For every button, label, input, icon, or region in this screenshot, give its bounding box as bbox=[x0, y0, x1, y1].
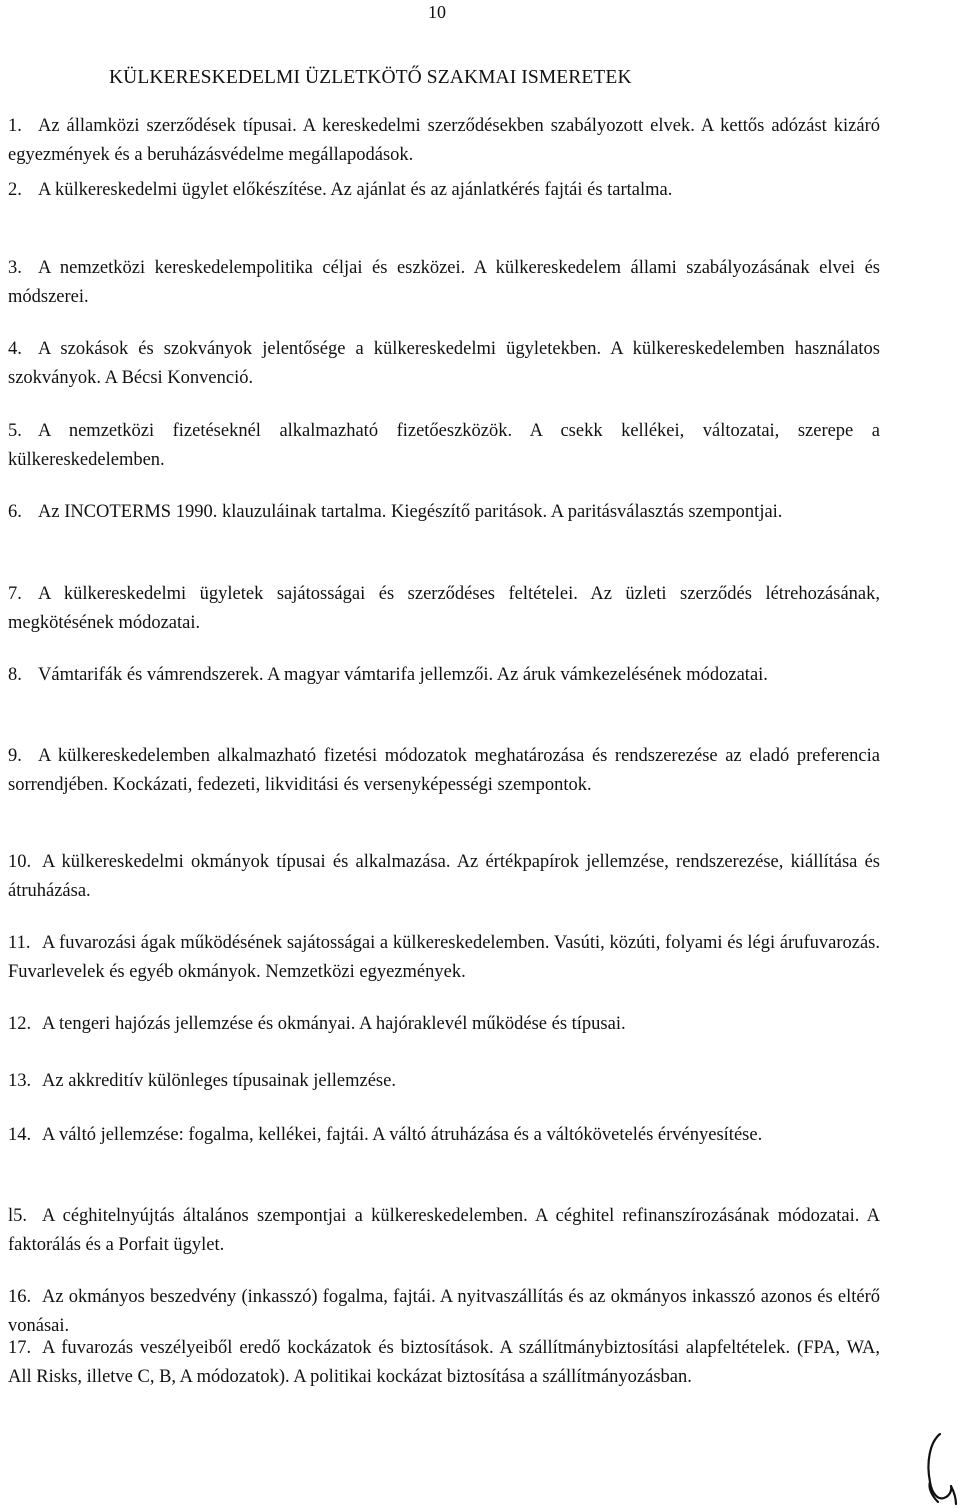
list-item bbox=[8, 176, 880, 205]
item-number: 2. bbox=[8, 180, 22, 200]
list-item bbox=[8, 661, 880, 690]
item-number: 10. bbox=[8, 852, 32, 872]
item-text: Az INCOTERMS 1990. klauzuláinak tartalma. Kiegészítő paritások. A paritásválasztás szempontjai. bbox=[38, 502, 783, 522]
item-text: Az akkreditív különleges típusainak jellemzése. bbox=[42, 1071, 396, 1091]
item-text: A külkereskedelemben alkalmazható fizetési módozatok meghatározása és rendszerezése az eladó preferencia sorrendjében. Kockázati, fedezeti, likviditási és versenyképességi szempontok. bbox=[8, 746, 880, 795]
list-item bbox=[8, 417, 880, 475]
list-item bbox=[8, 498, 880, 527]
item-text: A céghitelnyújtás általános szempontjai a külkereskedelemben. A céghitel refinanszírozásának módozatai. A faktorálás és a Porfait ügylet. bbox=[8, 1206, 880, 1255]
item-number: l5. bbox=[8, 1206, 28, 1226]
item-number: 1. bbox=[8, 116, 22, 136]
item-text: A nemzetközi kereskedelempolitika céljai és eszközei. A külkereskedelem állami szabályozásának elvei és módszerei. bbox=[8, 258, 880, 307]
list-item bbox=[8, 1283, 880, 1341]
item-number: 11. bbox=[8, 933, 31, 953]
document-title: KÜLKERESKEDELMI ÜZLETKÖTŐ SZAKMAI ISMERETEK bbox=[109, 67, 632, 88]
item-text: A külkereskedelmi ügyletek sajátosságai és szerződéses feltételei. Az üzleti szerződés létrehozásának, megkötésének módozatai. bbox=[8, 584, 880, 633]
item-text: A váltó jellemzése: fogalma, kellékei, fajtái. A váltó átruházása és a váltókövetelés érvényesítése. bbox=[42, 1125, 763, 1145]
item-number: 14. bbox=[8, 1125, 32, 1145]
list-item bbox=[8, 1334, 880, 1392]
list-item bbox=[8, 848, 880, 906]
item-text: A fuvarozási ágak működésének sajátosságai a külkereskedelemben. Vasúti, közúti, folyami és légi árufuvarozás. Fuvarlevelek és egyéb okmányok. Nemzetközi egyezmények. bbox=[8, 933, 880, 982]
item-text: A fuvarozás veszélyeiből eredő kockázatok és biztosítások. A szállítmánybiztosítási alapfeltételek. (FPA, WA, All Risks, illetve C, B, A módozatok). A politikai kockázat biztosítása a szállítmányozásban. bbox=[8, 1338, 880, 1387]
item-text: Az okmányos beszedvény (inkasszó) fogalma, fajtái. A nyitvaszállítás és az okmányos inkasszó azonos és eltérő vonásai. bbox=[8, 1287, 880, 1336]
item-text: A külkereskedelmi ügylet előkészítése. Az ajánlat és az ajánlatkérés fajtái és tartalma. bbox=[38, 180, 673, 200]
list-item bbox=[8, 742, 880, 800]
item-text: A szokások és szokványok jelentősége a külkereskedelmi ügyletekben. A külkereskedelemben használatos szokványok. A Bécsi Konvenció. bbox=[8, 339, 880, 388]
item-text: A tengeri hajózás jellemzése és okmányai. A hajóraklevél működése és típusai. bbox=[42, 1014, 626, 1034]
list-item bbox=[8, 112, 880, 170]
item-number: 17. bbox=[8, 1338, 32, 1358]
item-text: A külkereskedelmi okmányok típusai és alkalmazása. Az értékpapírok jellemzése, rendszerezése, kiállítása és átruházása. bbox=[8, 852, 880, 901]
item-text: A nemzetközi fizetéseknél alkalmazható fizetőeszközök. A csekk kellékei, változatai, szerepe a külkereskedelemben. bbox=[8, 421, 880, 470]
item-number: 7. bbox=[8, 584, 22, 604]
item-number: 4. bbox=[8, 339, 22, 359]
item-number: 13. bbox=[8, 1071, 32, 1091]
item-number: 5. bbox=[8, 421, 22, 441]
list-item bbox=[8, 929, 880, 987]
item-text: Az államközi szerződések típusai. A kereskedelmi szerződésekben szabályozott elvek. A kettős adózást kizáró egyezmények és a beruházásvédelme megállapodások. bbox=[8, 116, 880, 165]
item-number: 8. bbox=[8, 665, 22, 685]
item-number: 16. bbox=[8, 1287, 32, 1307]
list-item bbox=[8, 1010, 880, 1039]
list-item bbox=[8, 1202, 880, 1260]
list-item bbox=[8, 335, 880, 393]
page-number: 10 bbox=[428, 2, 446, 22]
item-number: 3. bbox=[8, 258, 22, 278]
list-item bbox=[8, 580, 880, 638]
item-number: 6. bbox=[8, 502, 22, 522]
list-item bbox=[8, 1067, 880, 1096]
list-item bbox=[8, 254, 880, 312]
list-item bbox=[8, 1121, 880, 1150]
item-number: 12. bbox=[8, 1014, 32, 1034]
item-number: 9. bbox=[8, 746, 22, 766]
handwritten-mark-icon bbox=[918, 1428, 958, 1508]
item-text: Vámtarifák és vámrendszerek. A magyar vámtarifa jellemzői. Az áruk vámkezelésének módozatai. bbox=[38, 665, 768, 685]
